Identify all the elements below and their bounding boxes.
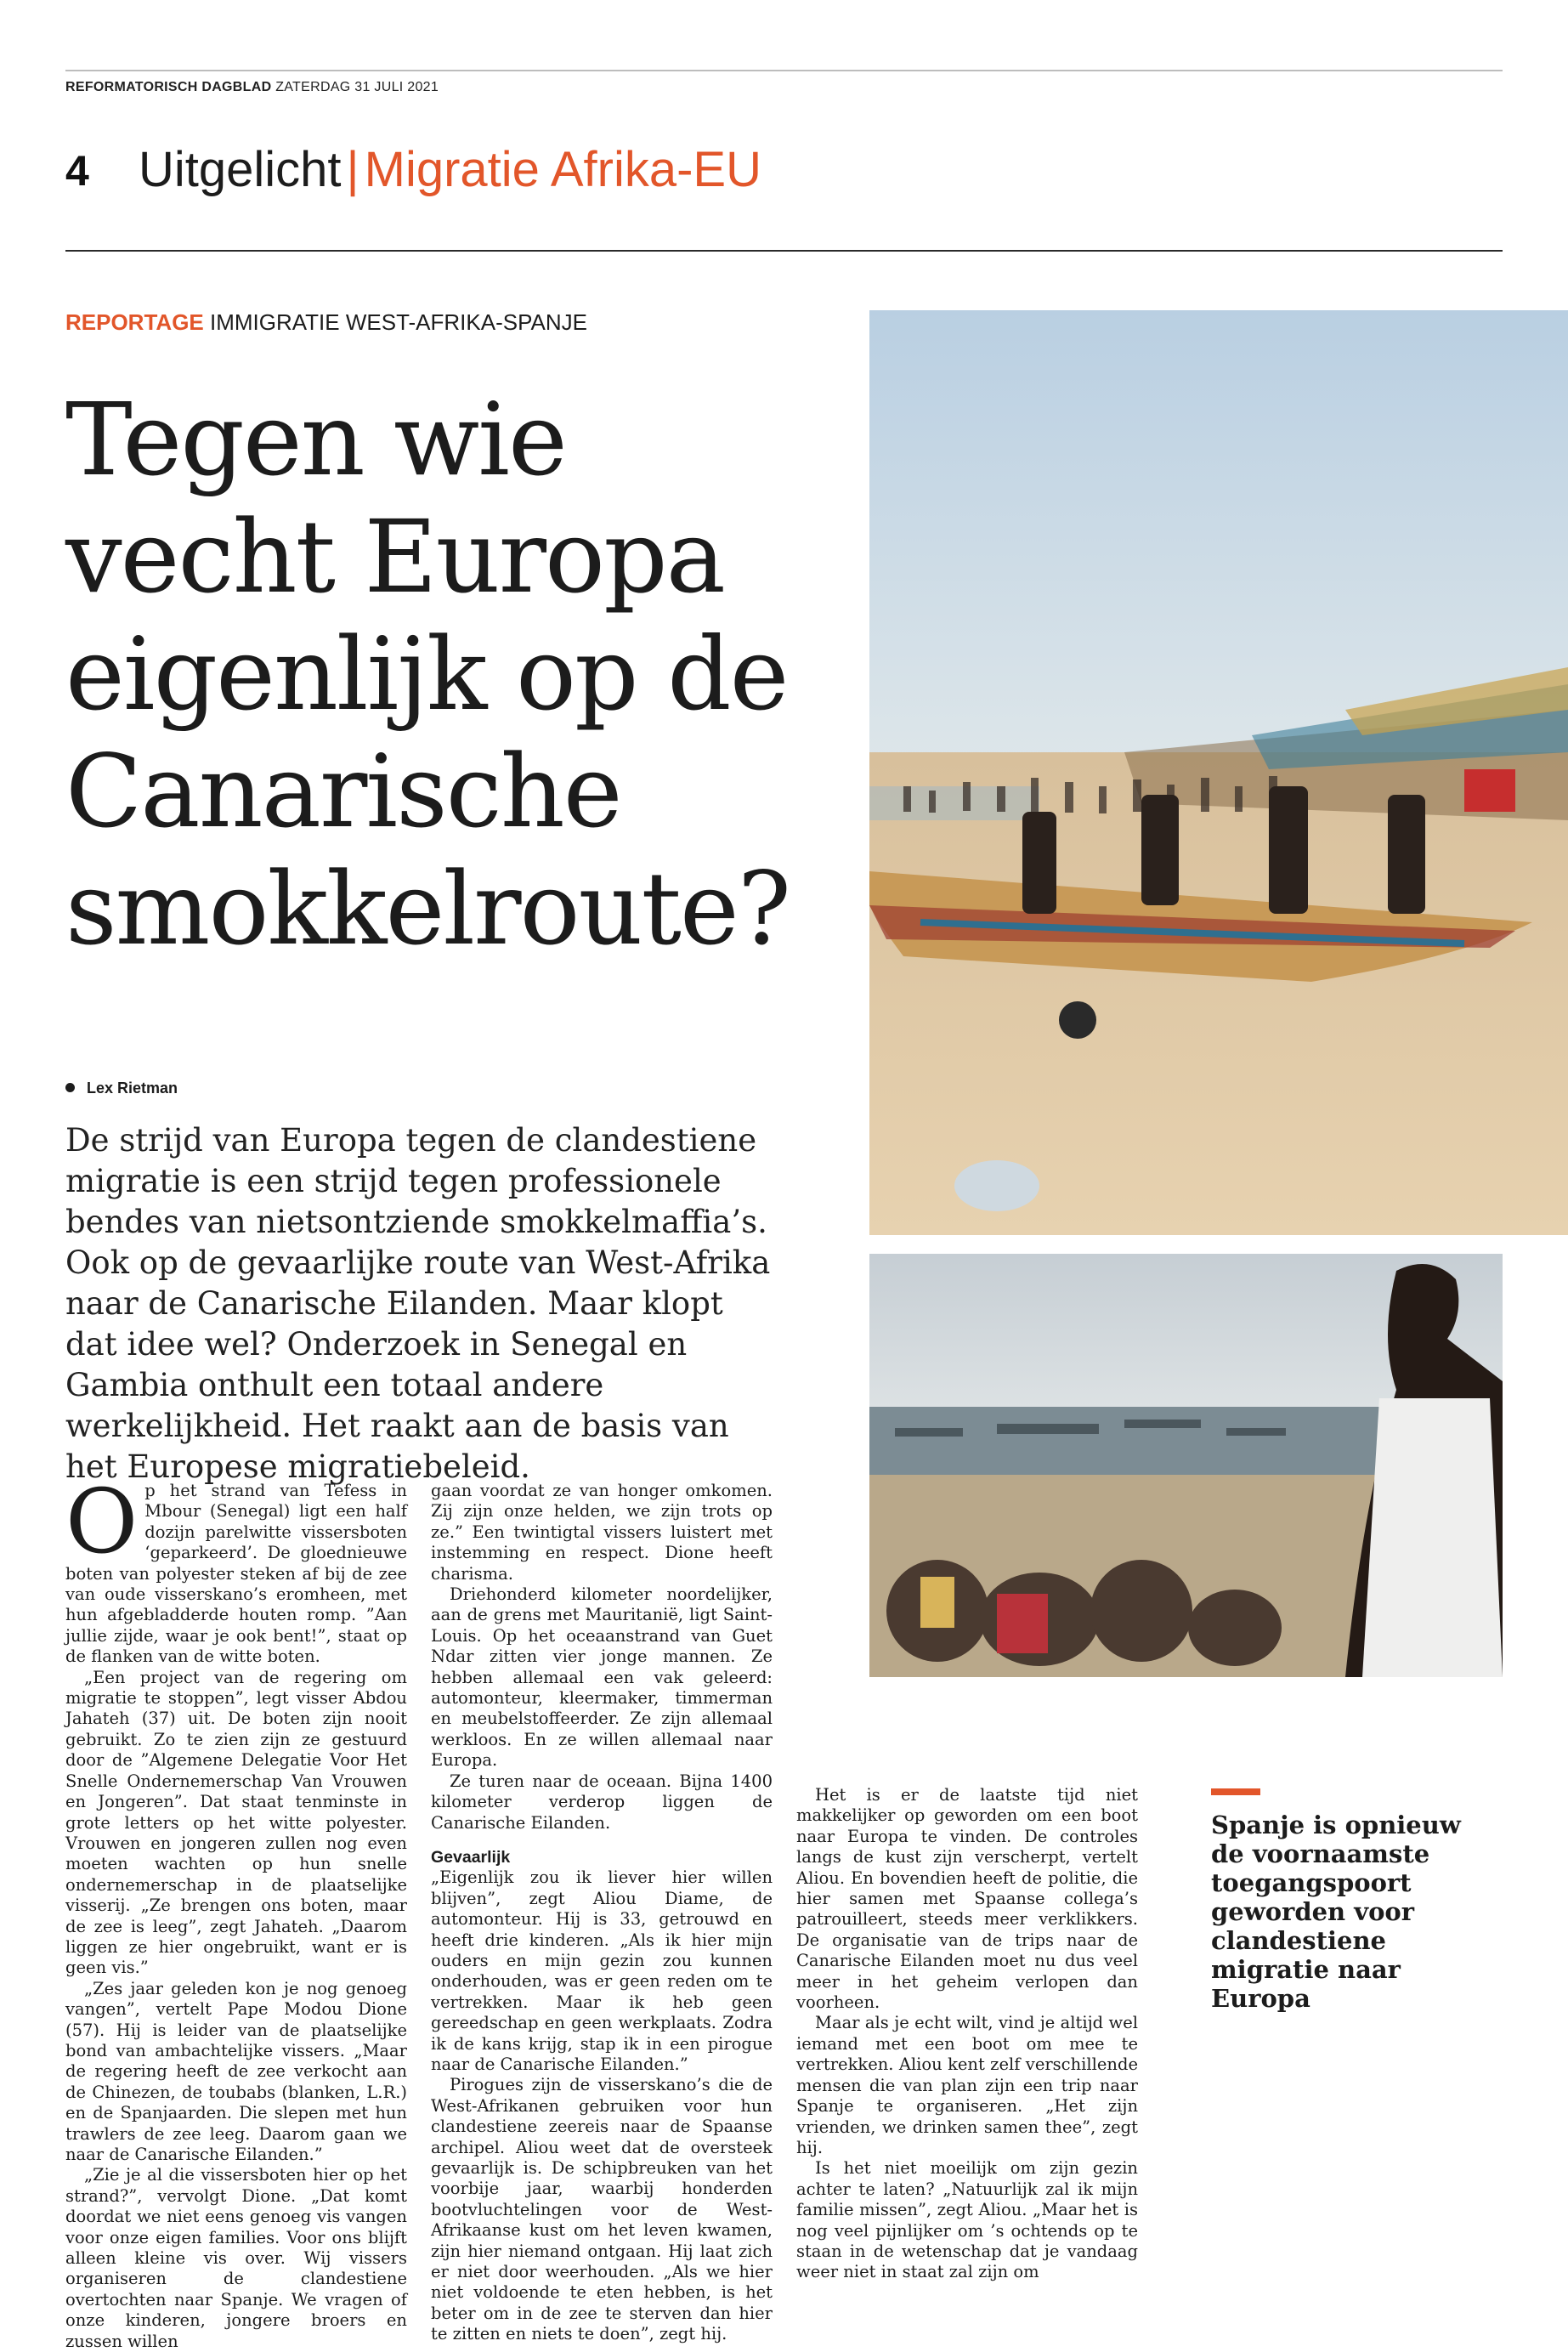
kicker (65, 309, 587, 336)
body-paragraph: Ze turen naar de oceaan. Bijna 1400 kilometer verderop liggen de Canarische Eilanden. (431, 1771, 773, 1833)
body-paragraph: „Een project van de regering om migratie te stoppen”, legt visser Abdou Jahateh (37) uit. De boten zijn nooit gebruikt. Zo te zien zijn ze gestuurd door de ”Algemene Delegatie Voor Het Snelle Ondernemerschap Van Vrouwen en Jongeren”. Dat staat tenminste in grote letters op het witte polyester. Vrouwen en jongeren zullen nog even moeten wachten op hun snelle ondernemerschap in de plaatselijke visserij. „Ze brengen ons boten, maar de zee is leeg”, zegt Jahateh. „Daarom liggen ze hier ongebruikt, want er is geen vis.” (65, 1667, 407, 1978)
body-paragraph: „Zie je al die vissersboten hier op het strand?”, vervolgt Dione. „Dat komt doordat we niet eens genoeg vis vangen voor onze eigen families. Voor ons blijft alleen kleine vis over. Wij vissers organiseren de clandestiene overtochten naar Spanje. We vragen of onze kinderen, jongere broers en zussen willen (65, 2165, 407, 2351)
photo-beach-crowd (869, 1254, 1503, 1677)
page-number: 4 (65, 147, 89, 195)
body-paragraph: Het is er de laatste tijd niet makkelijker op geworden om een boot naar Europa te vinden. De controles langs de kust zijn verscherpt, vertelt Aliou. En bovendien heeft de politie, die hier samen met Spaanse collega’s patrouilleert, steeds meer verklikkers. De organisatie van de trips naar de Canarische Eilanden moet nu dus veel meer in het geheim verlopen dan voorheen. (796, 1785, 1138, 2013)
pull-quote-bar (1211, 1788, 1260, 1795)
kicker-label: REPORTAGE (65, 309, 204, 335)
pull-quote: Spanje is opnieuw de voornaamste toegangspoort geworden voor clandestiene migratie naar Europa (1211, 1811, 1461, 2013)
author-name: Lex Rietman (87, 1080, 178, 1097)
headline: Tegen wie vecht Europa eigenlijk op de Canarische smokkelroute? (65, 381, 790, 967)
body-paragraph: gaan voordat ze van honger omkomen. Zij zijn onze helden, we zijn trots op ze.” Een twintigtal vissers luistert met instemming en respect. Dione heeft charisma. (431, 1481, 773, 1584)
body-paragraph: Driehonderd kilometer noordelijker, aan de grens met Mauritanië, ligt Saint-Louis. Op het oceaanstrand van Guet Ndar zitten vier jonge mannen. Ze hebben allemaal een vak geleerd: automonteur, kleermaker, timmerman en meubelstoffeerder. Ze zijn allemaal werkloos. En ze willen allemaal naar Europa. (431, 1584, 773, 1771)
body-column-1 (65, 1470, 407, 2352)
section-title: Uitgelicht (139, 142, 342, 197)
byline-dot (65, 1083, 75, 1092)
paper-name: REFORMATORISCH DAGBLAD (65, 80, 272, 94)
body-column-2 (431, 1481, 773, 2345)
masthead (65, 80, 439, 95)
byline (65, 1080, 178, 1097)
subsection-title: Migratie Afrika-EU (364, 142, 761, 197)
body-paragraph: Op het strand van Tefess in Mbour (Senegal) ligt een half dozijn parelwitte vissersboten ‘geparkeerd’. De gloednieuwe boten van polyester steken af bij de zee van oude visserskano’s eromheen, met hun afgebladderde houten romp. ”Aan jullie zijde, waar je ook bent!”, staat op de flanken van de witte boten. (65, 1470, 407, 1667)
body-paragraph: Pirogues zijn de visserskano’s die de West-Afrikanen gebruiken voor hun clandestiene zeereis naar de Spaanse archipel. Aliou weet dat de oversteek gevaarlijk is. De schipbreuken van het voorbije jaar, waarbij honderden bootvluchtelingen voor de West-Afrikaanse kust om het leven kwamen, zijn hier niemand ontgaan. Hij laat zich er niet door weerhouden. „Als we hier niet voldoende te eten hebben, is het beter om in de zee te sterven dan hier te zitten en niets te doen”, zegt hij. (431, 2075, 773, 2344)
kicker-topic: IMMIGRATIE WEST-AFRIKA-SPANJE (210, 309, 587, 335)
section-header: Uitgelicht | Migratie Afrika-EU (139, 142, 761, 197)
body-column-3 (796, 1785, 1138, 2283)
body-paragraph: „Eigenlijk zou ik liever hier willen blijven”, zegt Aliou Diame, de automonteur. Hij is 33, getrouwd en heeft drie kinderen. „Als ik hier mijn ouders en mijn gezin zou kunnen onderhouden, was er geen reden om te vertrekken. Maar ik heb geen gereedschap en geen werkplaats. Zodra ik de kans krijg, stap ik in een pirogue naar de Canarische Eilanden.” (431, 1867, 773, 2074)
subheading: Gevaarlijk (431, 1847, 511, 1867)
body-paragraph: „Zes jaar geleden kon je nog genoeg vangen”, vertelt Pape Modou Dione (57). Hij is leider van de plaatselijke bond van ambachtelijke vissers. „Maar de regering heeft de zee verkocht aan de Chinezen, de toubabs (blanken, L.R.) en de Spanjaarden. Die slepen met hun trawlers de zee leeg. Daarom gaan we naar de Canarische Eilanden.” (65, 1978, 407, 2164)
body-paragraph: Is het niet moeilijk om zijn gezin achter te laten? „Natuurlijk zal ik mijn familie missen”, zegt Aliou. „Maar het is nog veel pijnlijker om ’s ochtends op te staan in de wetenschap dat je vandaag weer niet in staat zal zijn om (796, 2158, 1138, 2282)
top-rule (65, 70, 1503, 71)
photo-beach-boats (869, 310, 1568, 1235)
intro-paragraph: De strijd van Europa tegen de clandestiene migratie is een strijd tegen professionele bendes van nietsontziende smokkelmaffia’s. Ook op de gevaarlijke route van West-Afrika naar de Canarische Eilanden. Maar klopt dat idee wel? Onderzoek in Senegal en Gambia onthult een totaal andere werkelijkheid. Het raakt aan de basis van het Europese migratiebeleid. (65, 1122, 771, 1485)
issue-date: ZATERDAG 31 JULI 2021 (275, 80, 439, 94)
body-paragraph: Maar als je echt wilt, vind je altijd wel iemand met een boot om mee te vertrekken. Aliou kent zelf verschillende mensen die van plan zijn een trip naar Spanje te organiseren. „Het zijn vrienden, we drinken samen thee”, zegt hij. (796, 2013, 1138, 2157)
section-rule (65, 250, 1503, 252)
drop-cap: O (65, 1470, 139, 1573)
